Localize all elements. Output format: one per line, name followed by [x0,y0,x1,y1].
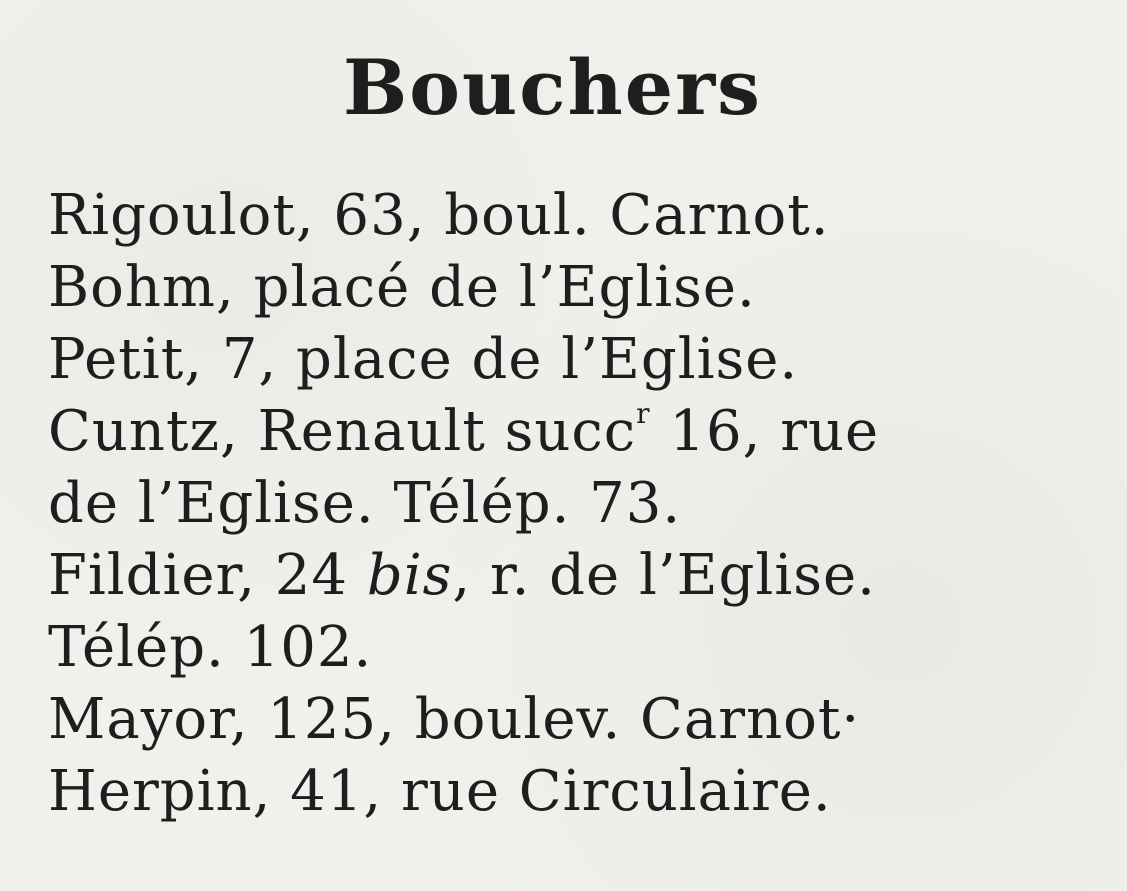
list-item [48,396,1108,540]
list-item [48,540,1108,684]
directory-list [48,180,1108,828]
list-item [48,684,1108,756]
entry-text: Rigoulot, 63, boul. Carnot. [48,183,830,248]
entry-text-part: Cuntz, Renault succ [48,399,637,464]
italic-word: bis [366,543,453,608]
list-item [48,324,1108,396]
entry-continuation: de l’Eglise. Télép. 73. [48,471,682,536]
entry-text: Bohm, placé de l’Eglise. [48,255,756,320]
entry-text-part: Fildier, 24 [48,543,367,608]
entry-text: Petit, 7, place de l’Eglise. [48,327,799,392]
section-heading: Bouchers [343,43,762,132]
superscript-abbreviation: r [636,397,651,430]
list-item [48,756,1108,828]
entry-continuation: Télép. 102. [48,615,373,680]
entry-text-part: , r. de l’Eglise. [452,543,876,608]
list-item [48,252,1108,324]
entry-text: Herpin, 41, rue Circulaire. [48,759,832,824]
list-item [48,180,1108,252]
entry-text [48,399,879,464]
entry-text: Mayor, 125, boulev. Carnot· [48,687,861,752]
entry-text [48,543,876,608]
entry-text-part: 16, rue [650,399,880,464]
